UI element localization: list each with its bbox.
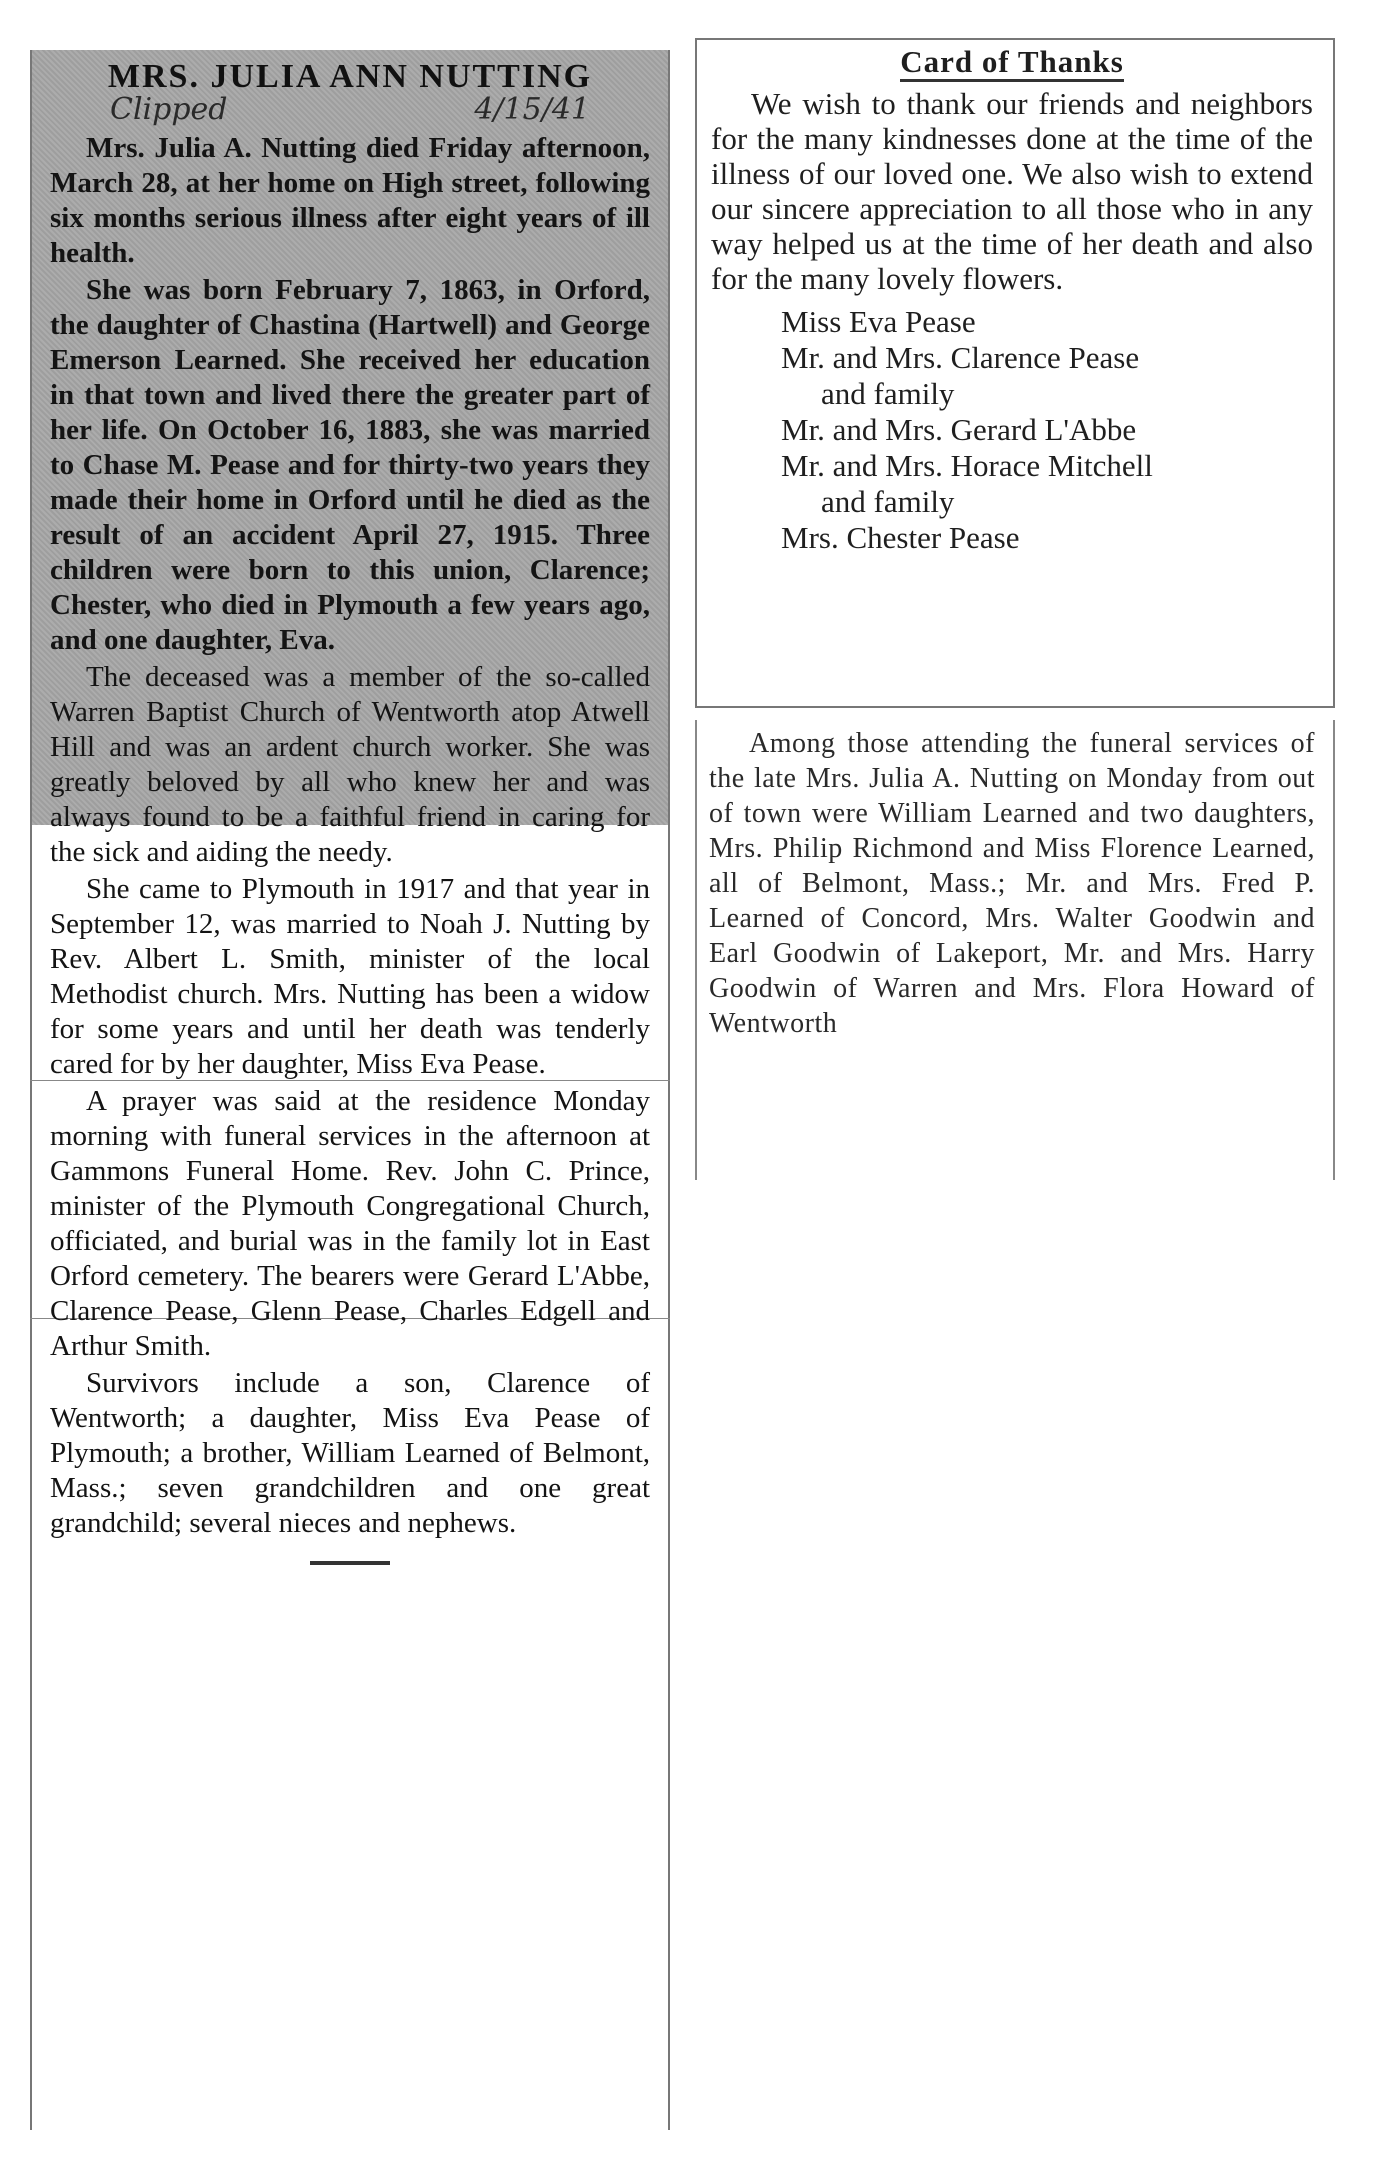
signature (781, 304, 1313, 340)
signature-name: Mr. and Mrs. Horace Mitchell (781, 448, 1153, 483)
card-of-thanks-clipping (695, 38, 1335, 708)
signature-continuation: and family (821, 376, 955, 411)
obituary-paragraph: Mrs. Julia A. Nutting died Friday afternoon, March 28, at her home on High street, following six months serious illness after eight years of ill health. (50, 132, 650, 269)
card-body: We wish to thank our friends and neighbors for the many kindnesses done at the time of the illness of our loved one. We also wish to extend our sincere appreciation to all those who in any way helped us at the time of her death and also for the many lovely flowers. (711, 86, 1313, 296)
obituary-paragraph: She came to Plymouth in 1917 and that year in September 12, was married to Noah J. Nutting by Rev. Albert L. Smith, minister of the local Methodist church. Mrs. Nutting has been a widow for some years and until her death was tenderly cared for by her daughter, Miss Eva Pease. (50, 873, 650, 1080)
signature-name: Mrs. Chester Pease (781, 520, 1020, 555)
signature-continuation: and family (821, 484, 955, 519)
signature-name: Miss Eva Pease (781, 304, 976, 339)
end-rule (310, 1561, 390, 1565)
signature (781, 520, 1313, 556)
obituary-headline: MRS. JULIA ANN NUTTING (107, 58, 593, 95)
signature-name: Mr. and Mrs. Gerard L'Abbe (781, 412, 1137, 447)
signature-name: Mr. and Mrs. Clarence Pease (781, 340, 1140, 375)
handwritten-note-right: 4/15/41 (474, 92, 590, 127)
card-title (711, 44, 1313, 80)
obituary-paragraph: The deceased was a member of the so-called Warren Baptist Church of Wentworth atop Atwell Hill and was an ardent church worker. She was greatly beloved by all who knew her and was always found to be a faithful friend in caring for the sick and aiding the needy. (50, 661, 650, 868)
attendees-paragraph: Among those attending the funeral services of the late Mrs. Julia A. Nutting on Monday from out of town were William Learned and two daughters, Mrs. Philip Richmond and Miss Florence Learned, all of Belmont, Mass.; Mr. and Mrs. Fred P. Learned of Concord, Mrs. Walter Goodwin and Earl Goodwin of Lakeport, Mr. and Mrs. Harry Goodwin of Warren and Mrs. Flora Howard of Wentworth (709, 728, 1315, 1039)
attendees-clipping (695, 720, 1335, 1180)
obituary-paragraph: She was born February 7, 1863, in Orford, the daughter of Chastina (Hartwell) and George Emerson Learned. She received her education in that town and lived there the greater part of her life. On October 16, 1883, she was married to Chase M. Pease and for thirty-two years they made their home in Orford until he died as the result of an accident April 27, 1915. Three children were born to this union, Clarence; Chester, who died in Plymouth a few years ago, and one daughter, Eva. (50, 274, 650, 656)
signature (781, 340, 1313, 412)
signature (781, 412, 1313, 448)
handwritten-note (50, 92, 650, 127)
obituary-clipping (30, 50, 670, 2130)
signature (781, 448, 1313, 520)
card-title-text: Card of Thanks (900, 44, 1124, 82)
obituary-paragraph: A prayer was said at the residence Monday morning with funeral services in the afternoon at Gammons Funeral Home. Rev. John C. Prince, minister of the Plymouth Congregational Church, officiated, and burial was in the family lot in East Orford cemetery. The bearers were Gerard L'Abbe, Clarence Pease, Glenn Pease, Charles Edgell and Arthur Smith. (50, 1085, 650, 1362)
obituary-paragraph: Survivors include a son, Clarence of Wentworth; a daughter, Miss Eva Pease of Plymouth; a brother, William Learned of Belmont, Mass.; seven grandchildren and one great grandchild; several nieces and nephews. (50, 1367, 650, 1539)
handwritten-note-left: Clipped (110, 92, 228, 127)
